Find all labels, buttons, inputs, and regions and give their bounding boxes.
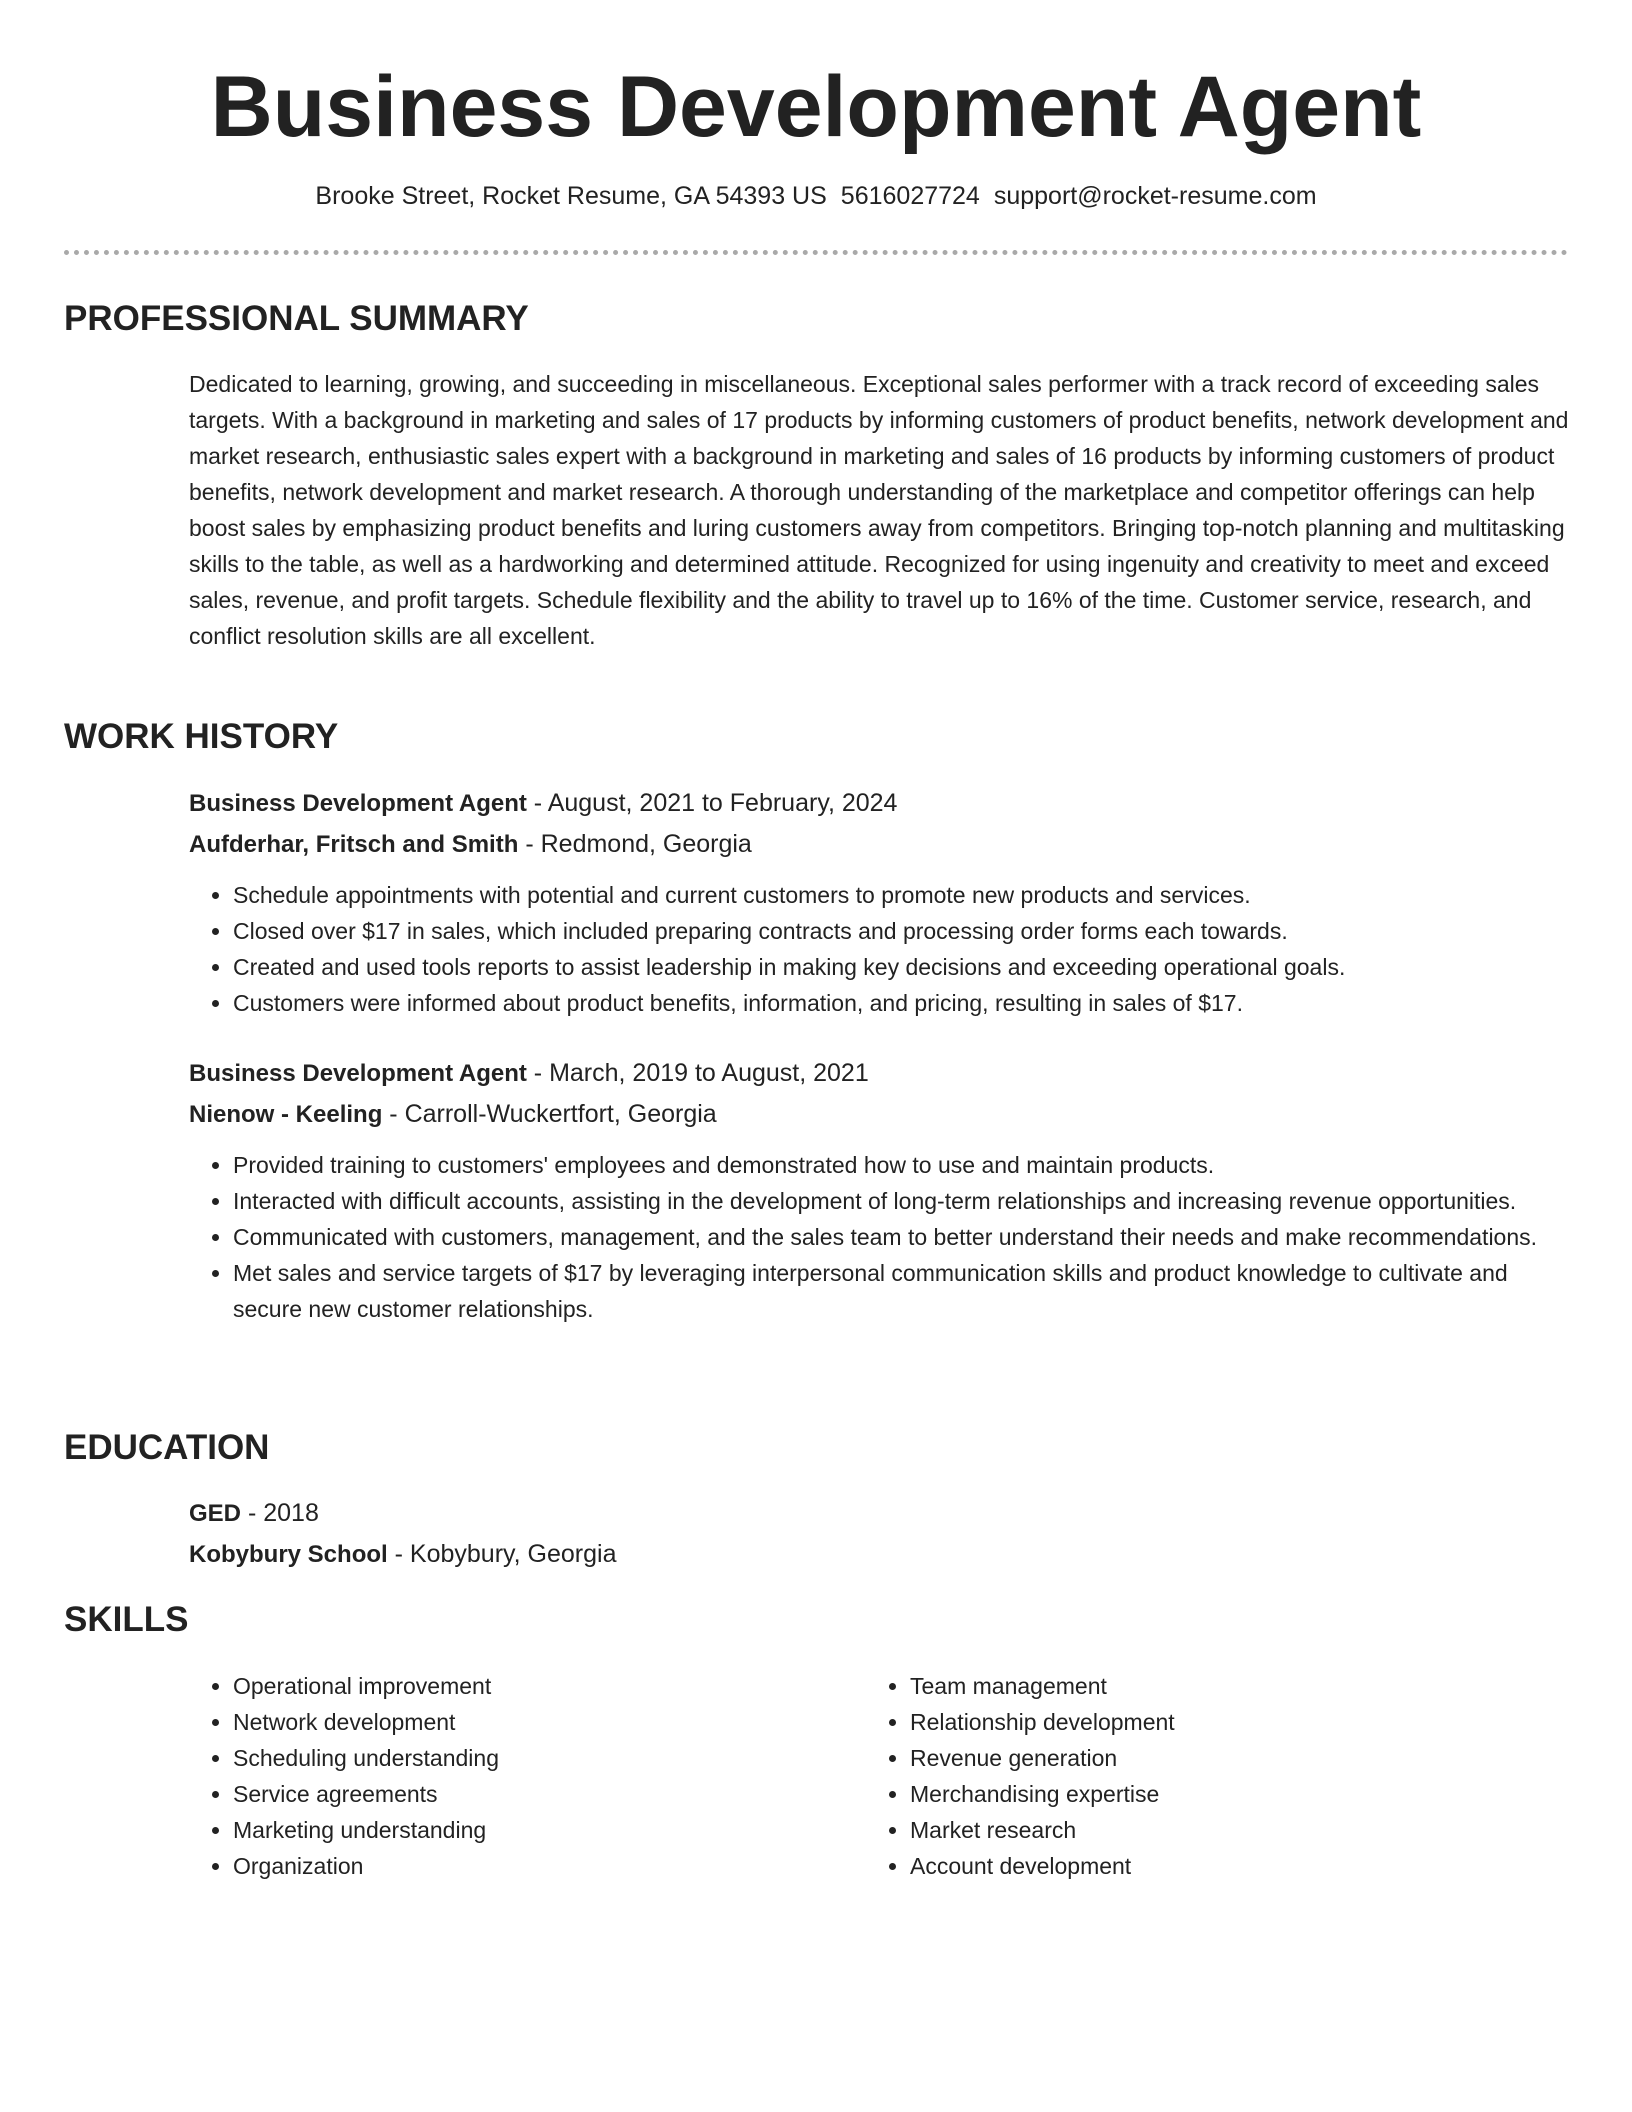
job-entry bbox=[189, 783, 1569, 1021]
skills-list bbox=[189, 1668, 499, 1884]
section-title-work-history: WORK HISTORY bbox=[64, 717, 339, 756]
job-company-line bbox=[189, 824, 1569, 865]
job-bullet: • Provided training to customers' employees and demonstrated how to use and maintain products. bbox=[233, 1147, 1569, 1183]
job-dates: - March, 2019 to August, 2021 bbox=[526, 1059, 869, 1087]
section-title-summary: PROFESSIONAL SUMMARY bbox=[64, 299, 529, 338]
education-location: - Kobybury, Georgia bbox=[387, 1540, 617, 1568]
job-bullets bbox=[189, 877, 1569, 1021]
skills-column-right bbox=[866, 1668, 1175, 1884]
education-degree-line bbox=[189, 1493, 1569, 1534]
job-dates: - August, 2021 to February, 2024 bbox=[526, 789, 898, 817]
contact-email: support@rocket-resume.com bbox=[993, 182, 1317, 210]
job-title-line bbox=[189, 1053, 1569, 1094]
job-company-line bbox=[189, 1094, 1569, 1135]
skill-item: • Service agreements bbox=[233, 1776, 499, 1812]
contact-address: Brooke Street, Rocket Resume, GA 54393 US bbox=[315, 182, 827, 210]
header-divider bbox=[64, 250, 1568, 255]
education-degree: GED bbox=[189, 1500, 242, 1527]
skill-item: • Marketing understanding bbox=[233, 1812, 499, 1848]
skill-item: • Market research bbox=[910, 1812, 1175, 1848]
skill-item: • Network development bbox=[233, 1704, 499, 1740]
skills-column-left bbox=[189, 1668, 499, 1884]
job-bullet: • Schedule appointments with potential and current customers to promote new products and services. bbox=[233, 877, 1569, 913]
skill-item: • Team management bbox=[910, 1668, 1175, 1704]
job-bullet: • Created and used tools reports to assist leadership in making key decisions and exceeding operational goals. bbox=[233, 949, 1569, 985]
skill-item: • Operational improvement bbox=[233, 1668, 499, 1704]
job-bullet: • Closed over $17 in sales, which included preparing contracts and processing order forms each towards. bbox=[233, 913, 1569, 949]
job-title: Business Development Agent bbox=[189, 1060, 527, 1087]
skills-list bbox=[866, 1668, 1175, 1884]
skill-item: • Account development bbox=[910, 1848, 1175, 1884]
job-company: Nienow - Keeling bbox=[189, 1101, 383, 1128]
education-entry bbox=[189, 1493, 1569, 1575]
education-school-line bbox=[189, 1534, 1569, 1575]
section-title-education: EDUCATION bbox=[64, 1428, 270, 1467]
skill-item: • Merchandising expertise bbox=[910, 1776, 1175, 1812]
education-year: - 2018 bbox=[241, 1499, 319, 1527]
job-bullet: • Customers were informed about product benefits, information, and pricing, resulting in sales of $17. bbox=[233, 985, 1569, 1021]
skill-item: • Scheduling understanding bbox=[233, 1740, 499, 1776]
job-bullets bbox=[189, 1147, 1569, 1327]
skill-item: • Revenue generation bbox=[910, 1740, 1175, 1776]
section-title-skills: SKILLS bbox=[64, 1600, 189, 1639]
contact-line bbox=[0, 178, 1632, 214]
skill-item: • Relationship development bbox=[910, 1704, 1175, 1740]
skill-item: • Organization bbox=[233, 1848, 499, 1884]
job-company: Aufderhar, Fritsch and Smith bbox=[189, 831, 519, 858]
job-bullet: • Communicated with customers, management, and the sales team to better understand their needs and make recommendations. bbox=[233, 1219, 1569, 1255]
summary-text: Dedicated to learning, growing, and succeeding in miscellaneous. Exceptional sales performer with a track record of exceeding sales targets. With a background in marketing and sales of 17 products by informing customers of product benefits, network development and market research, enthusiastic sales expert with a background in marketing and sales of 16 products by informing customers of product benefits, network development and market research. A thorough understanding of the marketplace and competitor offerings can help boost sales by emphasizing product benefits and luring customers away from competitors. Bringing top-notch planning and multitasking skills to the table, as well as a hardworking and determined attitude. Recognized for using ingenuity and creativity to meet and exceed sales, revenue, and profit targets. Schedule flexibility and the ability to travel up to 16% of the time. Customer service, research, and conflict resolution skills are all excellent. bbox=[189, 371, 1569, 649]
education-school: Kobybury School bbox=[189, 1541, 388, 1568]
candidate-name: Business Development Agent bbox=[210, 59, 1422, 155]
job-location: - Redmond, Georgia bbox=[518, 830, 752, 858]
contact-phone: 5616027724 bbox=[840, 182, 980, 210]
job-title: Business Development Agent bbox=[189, 790, 527, 817]
job-entry bbox=[189, 1053, 1569, 1327]
job-title-line bbox=[189, 783, 1569, 824]
job-bullet: • Interacted with difficult accounts, assisting in the development of long-term relationships and increasing revenue opportunities. bbox=[233, 1183, 1569, 1219]
job-location: - Carroll-Wuckertfort, Georgia bbox=[382, 1100, 717, 1128]
job-bullet: • Met sales and service targets of $17 by leveraging interpersonal communication skills and product knowledge to cultivate and secure new customer relationships. bbox=[233, 1255, 1569, 1327]
